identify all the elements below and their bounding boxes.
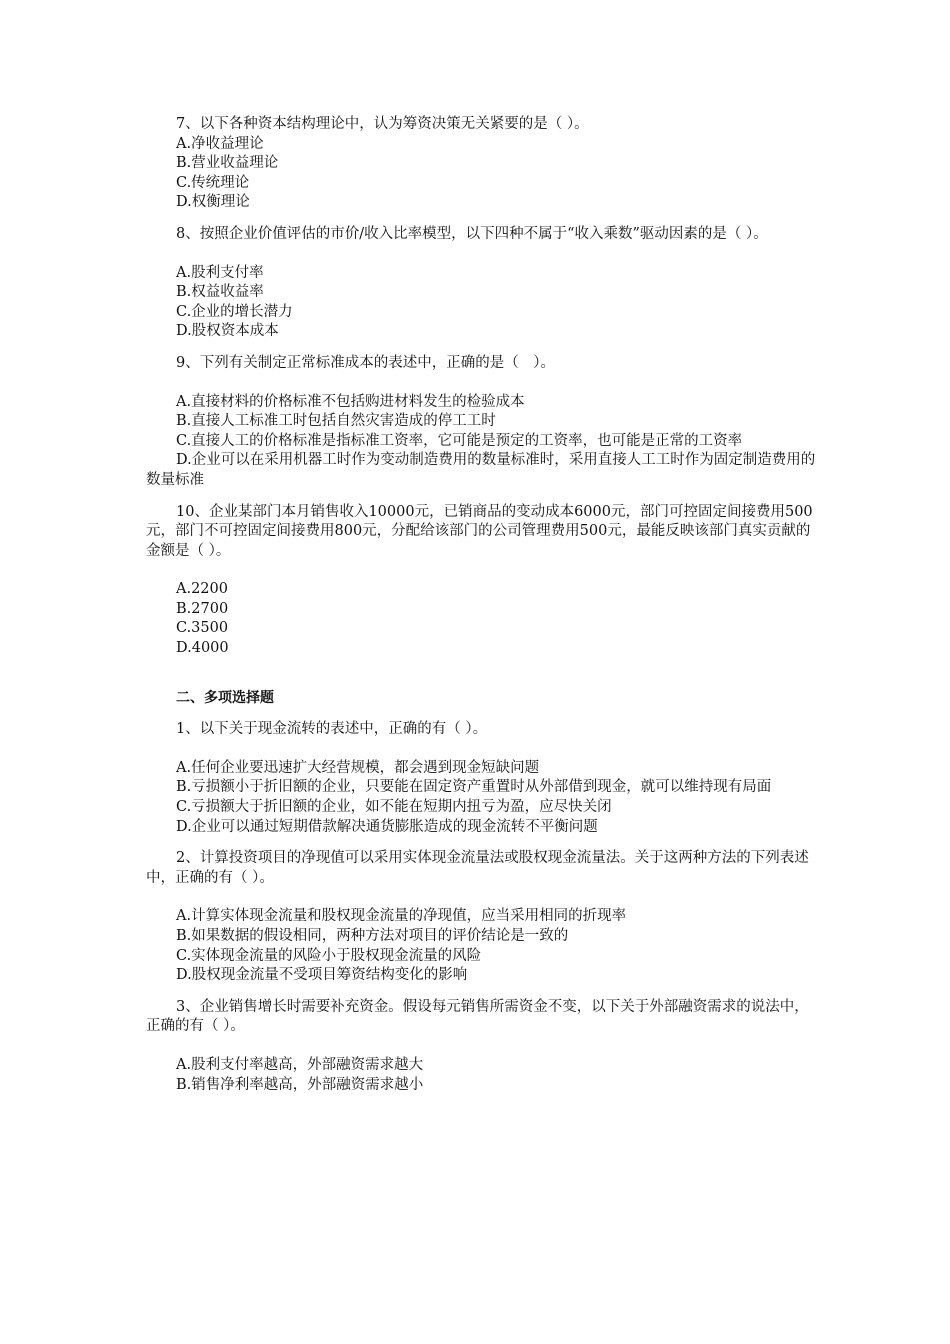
option-item: C.传统理论 bbox=[176, 174, 250, 191]
option-list bbox=[146, 907, 816, 985]
option-item: D.企业可以通过短期借款解决通货膨胀造成的现金流转不平衡问题 bbox=[176, 818, 598, 835]
option-item: A.2200 bbox=[176, 581, 228, 598]
question-stem: 2、计算投资项目的净现值可以采用实体现金流量法或股权现金流量法。关于这两种方法的下列表述中，正确的有（ ）。 bbox=[146, 850, 809, 886]
option-list bbox=[146, 759, 816, 837]
option-item: C.3500 bbox=[176, 620, 229, 637]
option-item: D.股权资本成本 bbox=[176, 323, 279, 340]
question-item bbox=[146, 998, 816, 1095]
document-page bbox=[146, 115, 816, 1107]
question-stem: 8、按照企业价值评估的市价/收入比率模型，以下四种不属于“收入乘数”驱动因素的是（ ）。 bbox=[176, 225, 768, 242]
option-item: B.营业收益理论 bbox=[176, 155, 279, 172]
option-item: B.销售净利率越高，外部融资需求越小 bbox=[176, 1076, 424, 1093]
question-stem: 7、以下各种资本结构理论中，认为筹资决策无关紧要的是（ ）。 bbox=[176, 116, 589, 132]
spacer bbox=[146, 374, 816, 393]
question-item bbox=[146, 503, 816, 659]
option-item: B.亏损额小于折旧额的企业，只要能在固定资产重置时从外部借到现金，就可以维持现有局面 bbox=[176, 779, 772, 796]
option-item: A.直接材料的价格标准不包括购进材料发生的检验成本 bbox=[176, 393, 525, 410]
option-item: B.直接人工标准工时包括自然灾害造成的停工工时 bbox=[176, 413, 496, 430]
option-item: D.权衡理论 bbox=[176, 194, 250, 211]
question-item bbox=[146, 115, 816, 213]
option-item: A.股利支付率越高，外部融资需求越大 bbox=[176, 1056, 424, 1073]
option-item: B.权益收益率 bbox=[176, 284, 264, 301]
question-item bbox=[146, 225, 816, 342]
option-list bbox=[146, 1056, 816, 1095]
question-item bbox=[146, 849, 816, 986]
question-stem: 1、以下关于现金流转的表述中，正确的有（ ）。 bbox=[176, 721, 488, 738]
option-item: A.任何企业要迅速扩大经营规模，都会遇到现金短缺问题 bbox=[176, 759, 540, 776]
question-stem: 10、企业某部门本月销售收入10000元，已销商品的变动成本6000元，部门可控固定间接费用500元，部门不可控固定间接费用800元，分配给该部门的公司管理费用500元，最能反映该部门真实贡献的金额是（ ）。 bbox=[146, 503, 813, 559]
option-item: A.净收益理论 bbox=[176, 135, 264, 152]
option-item: D.企业可以在采用机器工时作为变动制造费用的数量标准时，采用直接人工工时作为固定制造费用的数量标准 bbox=[146, 452, 816, 488]
option-list bbox=[146, 393, 816, 491]
option-item: C.实体现金流量的风险小于股权现金流量的风险 bbox=[176, 947, 482, 964]
spacer bbox=[146, 561, 816, 580]
question-stem: 3、企业销售增长时需要补充资金。假设每元销售所需资金不变，以下关于外部融资需求的说法中，正确的有（ ）。 bbox=[146, 998, 809, 1035]
option-list bbox=[146, 264, 816, 342]
option-item: A.股利支付率 bbox=[176, 264, 264, 281]
question-item bbox=[146, 354, 816, 491]
spacer bbox=[146, 1037, 816, 1056]
option-item: C.企业的增长潜力 bbox=[176, 303, 293, 320]
spacer bbox=[146, 740, 816, 759]
option-item: D.4000 bbox=[176, 640, 229, 657]
option-list bbox=[146, 580, 816, 658]
option-item: B.2700 bbox=[176, 600, 229, 617]
question-stem: 9、下列有关制定正常标准成本的表述中，正确的是（ ）。 bbox=[176, 354, 555, 371]
spacer bbox=[146, 245, 816, 264]
multiple-choice-questions bbox=[146, 720, 816, 1095]
spacer bbox=[146, 888, 816, 907]
single-choice-questions bbox=[146, 115, 816, 659]
option-item: B.如果数据的假设相同，两种方法对项目的评价结论是一致的 bbox=[176, 928, 569, 944]
option-item: A.计算实体现金流量和股权现金流量的净现值，应当采用相同的折现率 bbox=[176, 908, 627, 925]
option-item: C.亏损额大于折旧额的企业，如不能在短期内扭亏为盈，应尽快关闭 bbox=[176, 799, 612, 816]
option-list bbox=[146, 135, 816, 213]
option-item: C.直接人工的价格标准是指标准工资率，它可能是预定的工资率，也可能是正常的工资率 bbox=[176, 432, 743, 449]
option-item: D.股权现金流量不受项目筹资结构变化的影响 bbox=[176, 967, 468, 984]
question-item bbox=[146, 720, 816, 837]
section-title-multiple-choice: 二、多项选择题 bbox=[176, 689, 274, 706]
